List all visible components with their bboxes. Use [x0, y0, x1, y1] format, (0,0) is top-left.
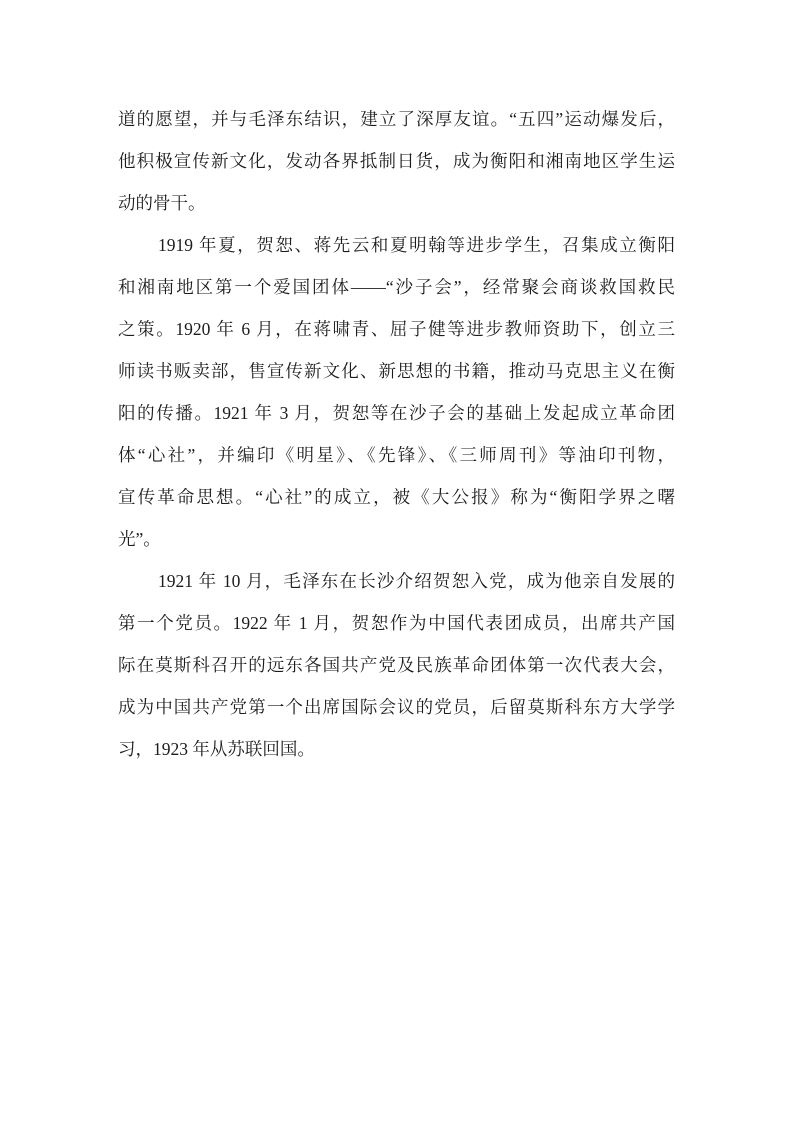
- text-line: 之策。1920 年 6 月，在蒋啸青、屈子健等进步教师资助下，创立三: [118, 319, 675, 339]
- text-line: 第一个党员。1922 年 1 月，贺恕作为中国代表团成员，出席共产国: [118, 613, 675, 633]
- text-line: 宣传革命思想。“心社”的成立，被《大公报》称为“衡阳学界之曙: [118, 487, 675, 507]
- text-line: 习，1923 年从苏联回国。: [118, 739, 315, 759]
- text-line: 1919 年夏，贺恕、蒋先云和夏明翰等进步学生，召集成立衡阳: [158, 235, 675, 255]
- text-line: 光”。: [118, 529, 161, 549]
- text-line: 成为中国共产党第一个出席国际会议的党员，后留莫斯科东方大学学: [118, 697, 675, 717]
- text-block: [118, 98, 675, 770]
- text-line: 他积极宣传新文化，发动各界抵制日货，成为衡阳和湘南地区学生运: [118, 151, 675, 171]
- text-line: 阳的传播。1921 年 3 月，贺恕等在沙子会的基础上发起成立革命团: [118, 403, 675, 423]
- text-line: 和湘南地区第一个爱国团体——“沙子会”，经常聚会商谈救国救民: [118, 277, 675, 297]
- text-line: 道的愿望，并与毛泽东结识，建立了深厚友谊。“五四”运动爆发后，: [118, 109, 675, 129]
- text-line: 体“心社”，并编印《明星》、《先锋》、《三师周刊》等油印刊物，: [118, 445, 675, 465]
- text-line: 师读书贩卖部，售宣传新文化、新思想的书籍，推动马克思主义在衡: [118, 361, 675, 381]
- text-line: 动的骨干。: [118, 193, 206, 213]
- text-line: 际在莫斯科召开的远东各国共产党及民族革命团体第一次代表大会，: [118, 655, 675, 675]
- text-line: 1921 年 10 月，毛泽东在长沙介绍贺恕入党，成为他亲自发展的: [158, 571, 675, 591]
